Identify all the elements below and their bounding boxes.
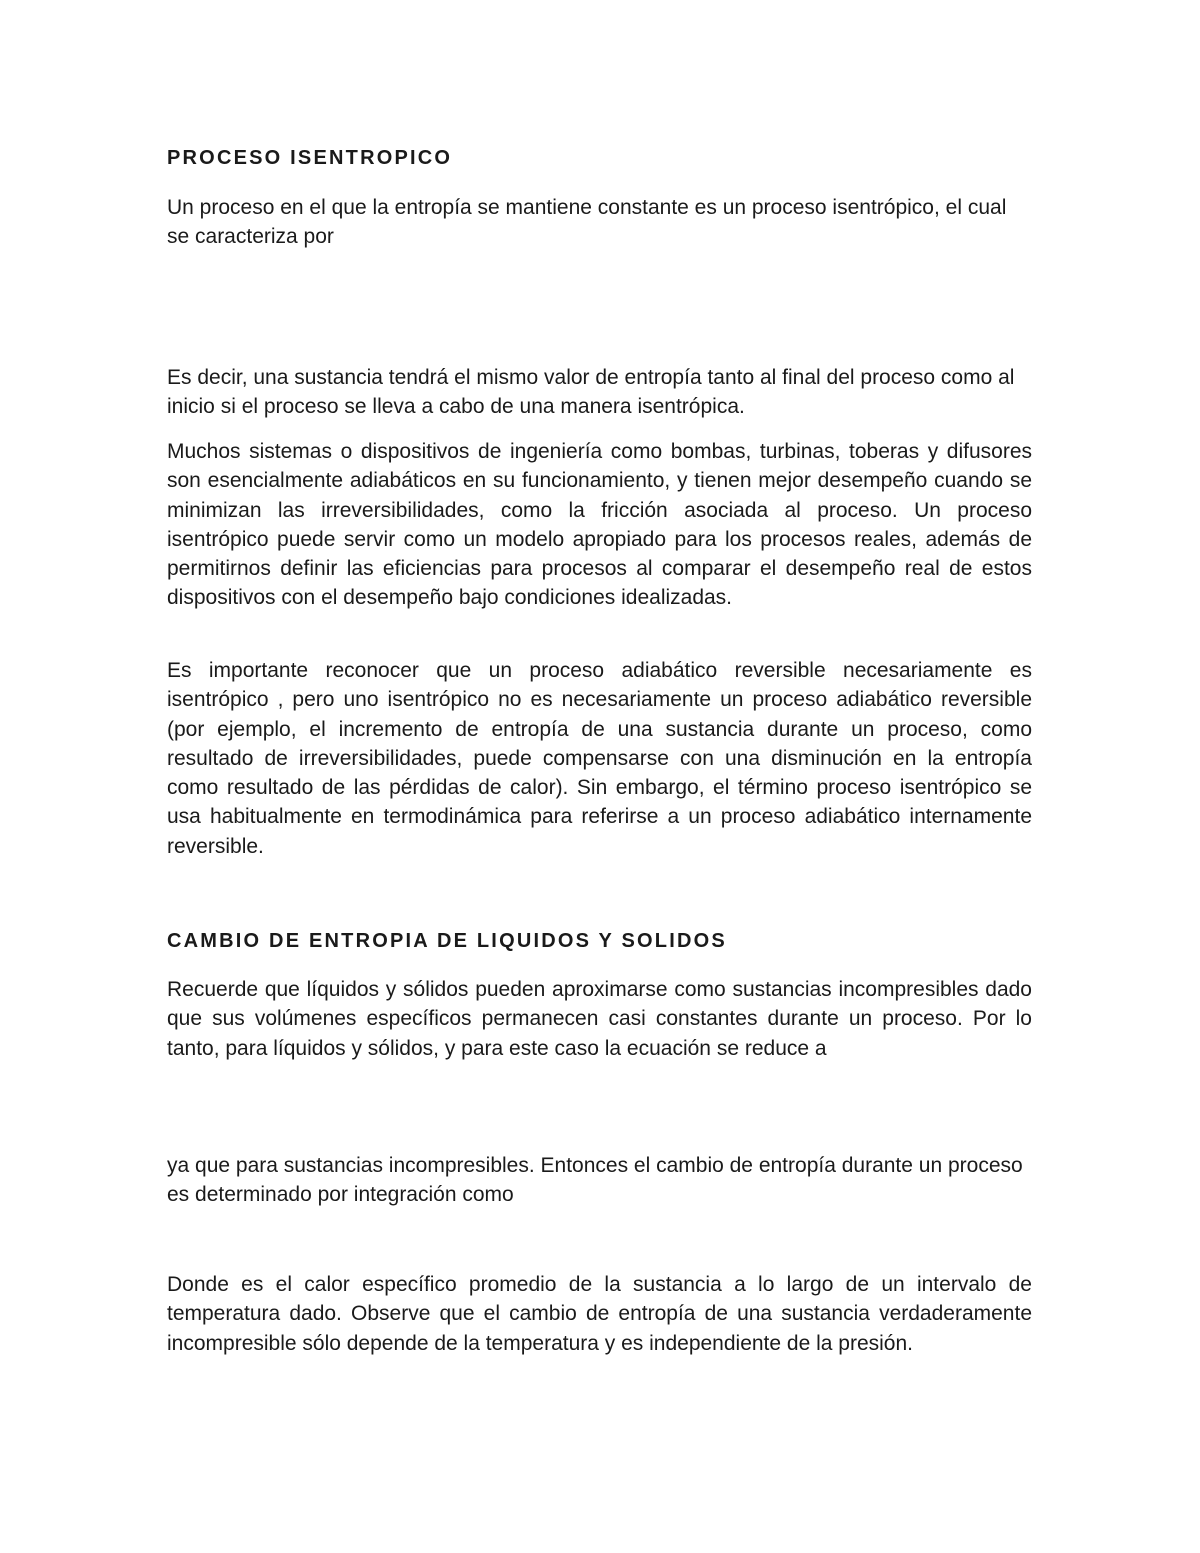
paragraph-donde: Donde es el calor específico promedio de la sustancia a lo largo de un intervalo de temperatura dado. Observe que el cambio de entropía de una sustancia verdaderamente incompresible sólo depende de la temperatura y es independiente de la presión. <box>167 1273 1032 1355</box>
paragraph-es-decir: Es decir, una sustancia tendrá el mismo valor de entropía tanto al final del proceso como al inicio si el proceso se lleva a cabo de una manera isentrópica. <box>167 366 1015 419</box>
paragraph-recuerde: Recuerde que líquidos y sólidos pueden aproximarse como sustancias incompresibles dado que sus volúmenes específicos permanecen casi constantes durante un proceso. Por lo tanto, para líquidos y sólidos, y para este caso la ecuación se reduce a <box>167 978 1032 1060</box>
intro-paragraph: Un proceso en el que la entropía se mantiene constante es un proceso isentrópico, el cual se caracteriza por <box>167 196 1007 249</box>
paragraph-ya-que: ya que para sustancias incompresibles. Entonces el cambio de entropía durante un proceso es determinado por integración como <box>167 1154 1023 1207</box>
paragraph-muchos-sistemas: Muchos sistemas o dispositivos de ingeniería como bombas, turbinas, toberas y difusores son esencialmente adiabáticos en su funcionamiento, y tienen mejor desempeño cuando se minimizan las irreversibilidades, como la fricción asociada al proceso. Un proceso isentrópico puede servir como un modelo apropiado para los procesos reales, además de permitirnos definir las eficiencias para procesos al comparar el desempeño real de estos dispositivos con el desempeño bajo condiciones idealizadas. <box>167 440 1032 610</box>
section-heading-proceso-isentropico: PROCESO ISENTROPICO <box>167 147 453 169</box>
paragraph-es-importante: Es importante reconocer que un proceso adiabático reversible necesariamente es isentrópico , pero uno isentrópico no es necesariamente un proceso adiabático reversible (por ejemplo, el incremento de entropía de una sustancia durante un proceso, como resultado de irreversibilidades, puede compensarse con una disminución en la entropía como resultado de las pérdidas de calor). Sin embargo, el término proceso isentrópico se usa habitualmente en termodinámica para referirse a un proceso adiabático internamente reversible. <box>167 659 1032 858</box>
section-heading-cambio-entropia: CAMBIO DE ENTROPIA DE LIQUIDOS Y SOLIDOS <box>167 930 727 952</box>
